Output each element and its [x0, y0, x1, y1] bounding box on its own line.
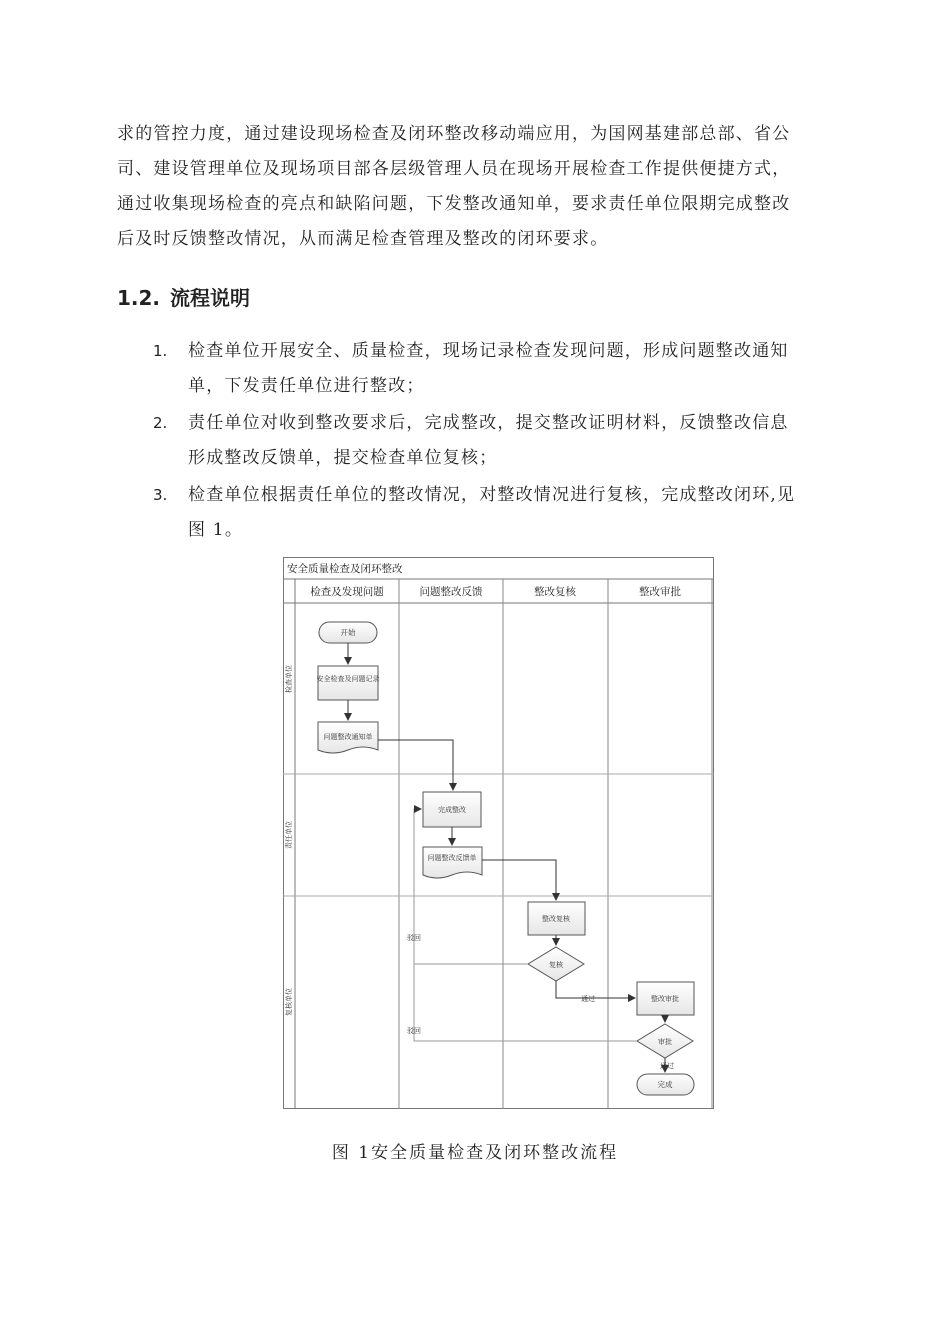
complete-label: 完成整改 — [438, 806, 466, 814]
approve-label: 整改审批 — [651, 995, 679, 1003]
list-line: 形成整改反馈单，提交检查单位复核； — [188, 448, 498, 468]
intro-line: 后及时反馈整改情况，从而满足检查管理及整改的闭环要求。 — [117, 229, 609, 249]
reject-label: 驳回 — [407, 1027, 421, 1035]
column-header: 问题整改反馈 — [419, 586, 483, 598]
lane-label: 责任单位 — [285, 821, 293, 849]
start-label: 开始 — [340, 628, 356, 637]
list-line: 检查单位根据责任单位的整改情况，对整改情况进行复核，完成整改闭环,见 — [188, 485, 796, 505]
intro-paragraph — [117, 117, 835, 257]
column-header: 整改审批 — [639, 586, 681, 598]
intro-line: 通过收集现场检查的亮点和缺陷问题，下发整改通知单，要求责任单位限期完成整改 — [117, 194, 791, 214]
column-header: 检查及发现问题 — [310, 586, 384, 598]
list-line: 单，下发责任单位进行整改； — [188, 376, 425, 396]
recheck-decision-label: 复核 — [549, 961, 563, 969]
list-number: 1. — [153, 342, 168, 360]
list-number: 3. — [153, 486, 168, 504]
record-node — [318, 666, 378, 700]
feedback-label: 问题整改反馈单 — [427, 854, 477, 862]
intro-line: 司、建设管理单位及现场项目部各层级管理人员在现场开展检查工作提供便捷方式， — [117, 159, 791, 179]
list-number: 2. — [153, 414, 168, 432]
lane-label: 复核单位 — [285, 988, 293, 1016]
section-heading — [117, 282, 260, 311]
record-label: 安全检查及问题记录 — [316, 675, 380, 683]
pass-label: 通过 — [660, 1062, 674, 1070]
notice-label: 问题整改通知单 — [323, 733, 373, 741]
list-item — [117, 334, 835, 404]
flowchart-svg — [283, 557, 714, 1109]
column-header: 整改复核 — [534, 586, 576, 598]
process-steps-list — [117, 334, 835, 550]
diagram-title: 安全质量检查及闭环整改 — [287, 563, 403, 575]
pass-label: 通过 — [581, 995, 595, 1003]
figure-caption: 图 1安全质量检查及闭环整改流程 — [331, 1143, 619, 1163]
end-label: 完成 — [657, 1080, 673, 1089]
flowchart-figure — [283, 557, 714, 1109]
list-item — [117, 478, 835, 548]
list-line: 图 1。 — [188, 520, 244, 540]
intro-line: 求的管控力度，通过建设现场检查及闭环整改移动端应用，为国网基建部总部、省公 — [117, 124, 791, 144]
recheck-label: 整改复核 — [542, 915, 570, 923]
section-title: 流程说明 — [170, 286, 251, 310]
section-number: 1.2. — [117, 286, 161, 310]
list-item — [117, 406, 835, 476]
list-line: 检查单位开展安全、质量检查，现场记录检查发现问题，形成问题整改通知 — [188, 341, 789, 361]
lane-label: 检查单位 — [285, 665, 293, 693]
approve-decision-label: 审批 — [658, 1038, 672, 1046]
reject-label: 驳回 — [407, 934, 421, 942]
list-line: 责任单位对收到整改要求后，完成整改，提交整改证明材料，反馈整改信息 — [188, 413, 789, 433]
